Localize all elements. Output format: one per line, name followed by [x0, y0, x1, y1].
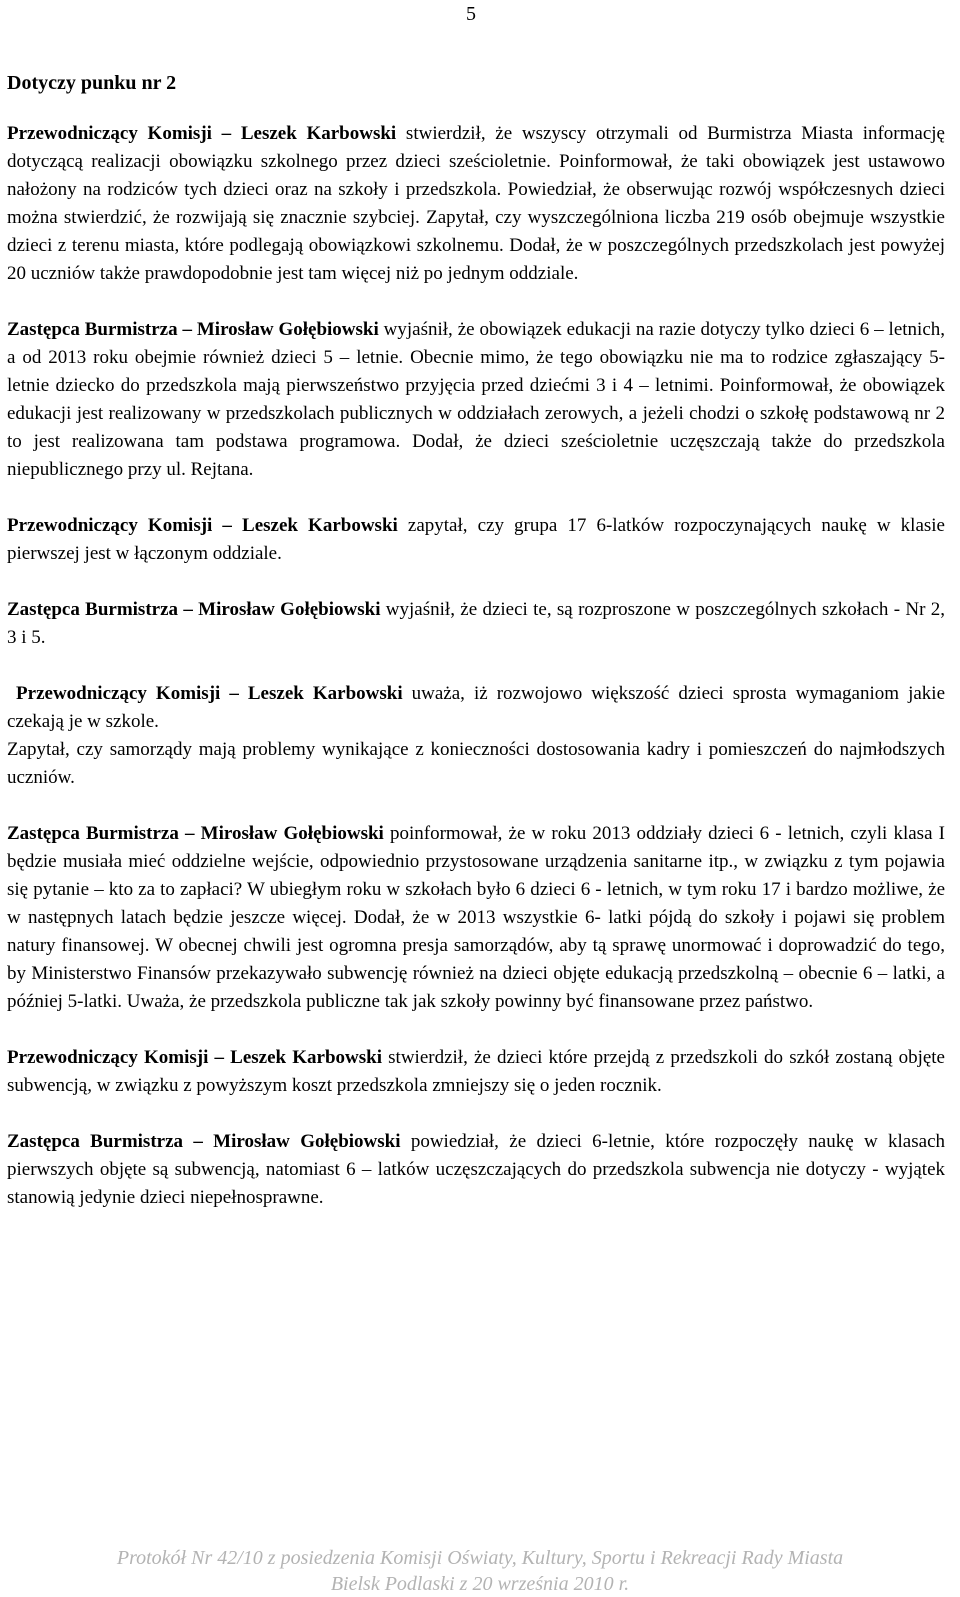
- paragraph-chairman-2: [7, 512, 945, 568]
- footer-line-2: Bielsk Podlaski z 20 września 2010 r.: [330, 1573, 630, 1595]
- paragraph-text: wyjaśnił, że obowiązek edukacji na razie dotyczy tylko dzieci 6 – letnich, a od 2013 roku obejmie również dzieci 5 – letnie. Obecnie mimo, że tego obowiązku nie ma to rodzice zgłaszający 5- letnie dziecko do przedszkola mają pierwszeństwo przyjęcia przed dziećmi 3 i 4 – letnimi. Poinformował, że obowiązek edukacji jest realizowany w przedszkolach publicznych w oddziałach zerowych, a jeżeli chodzi o szkołę podstawową nr 2 to jest realizowana tam podstawa programowa. Dodał, że dzieci sześcioletnie uczęszczają także do przedszkola niepublicznego przy ul. Rejtana.: [7, 319, 945, 480]
- page-number: 5: [466, 3, 476, 25]
- footer-line-1: Protokół Nr 42/10 z posiedzenia Komisji Oświaty, Kultury, Sportu i Rekreacji Rady Miasta: [116, 1547, 844, 1569]
- speaker-name: Zastępca Burmistrza – Mirosław Gołębiowski: [7, 599, 381, 620]
- paragraph-text: uważa, iż rozwojowo większość dzieci sprosta wymaganiom jakie czekają je w szkole.: [7, 683, 946, 732]
- paragraph-deputy-mayor-1: [7, 316, 945, 484]
- paragraph-deputy-mayor-4: [7, 1128, 945, 1212]
- paragraph-chairman-question: [7, 736, 945, 792]
- paragraph-text: stwierdził, że dzieci które przejdą z przedszkoli do szkół zostaną objęte subwencją, w związku z powyższym koszt przedszkola zmniejszy się o jeden rocznik.: [7, 1047, 945, 1096]
- document-body: [7, 71, 945, 1212]
- paragraph-text: wyjaśnił, że dzieci te, są rozproszone w poszczególnych szkołach - Nr 2, 3 i 5.: [7, 599, 946, 648]
- speaker-name: Przewodniczący Komisji – Leszek Karbowski: [7, 515, 398, 536]
- paragraph-text: powiedział, że dzieci 6-letnie, które rozpoczęły naukę w klasach pierwszych objęte są subwencją, natomiast 6 – latków uczęszczających do przedszkola subwencja nie dotyczy - wyjątek stanowią jedynie dzieci niepełnosprawne.: [7, 1131, 945, 1208]
- page-footer: [0, 1545, 960, 1597]
- section-heading: Dotyczy punku nr 2: [7, 72, 177, 94]
- paragraph-chairman-1: [7, 120, 945, 288]
- speaker-name: Zastępca Burmistrza – Mirosław Gołębiowski: [7, 319, 379, 340]
- speaker-name: Zastępca Burmistrza – Mirosław Gołębiowski: [7, 1131, 401, 1152]
- speaker-name: Przewodniczący Komisji – Leszek Karbowski: [16, 683, 403, 704]
- paragraph-text: poinformował, że w roku 2013 oddziały dzieci 6 - letnich, czyli klasa I będzie musiała mieć oddzielne wejście, odpowiednio przystosowane urządzenia sanitarne itp., w związku z tym pojawia się pytanie – kto za to zapłaci? W ubiegłym roku w szkołach było 6 dzieci 6 - letnich, w tym roku 17 i bardzo możliwe, że w następnych latach będzie jeszcze więcej. Dodał, że w 2013 wszystkie 6- latki pójdą do szkoły i pojawi się problem natury finansowej. W obecnej chwili jest ogromna presja samorządów, aby tą sprawę unormować i doprowadzić do tego, by Ministerstwo Finansów przekazywało subwencję również na dzieci objęte edukacją przedszkolną – obecnie 6 – latki, a później 5-latki. Uważa, że przedszkola publiczne tak jak szkoły powinny być finansowane przez państwo.: [7, 823, 945, 1012]
- paragraph-text: zapytał, czy grupa 17 6-latków rozpoczynających naukę w klasie pierwszej jest w łączonym oddziale.: [7, 515, 945, 564]
- paragraph-deputy-mayor-2: [7, 596, 945, 652]
- speaker-name: Przewodniczący Komisji – Leszek Karbowski: [7, 123, 397, 144]
- speaker-name: Przewodniczący Komisji – Leszek Karbowski: [7, 1047, 382, 1068]
- paragraph-chairman-3: [7, 680, 945, 736]
- paragraph-deputy-mayor-3: [7, 820, 945, 1016]
- paragraph-chairman-4: [7, 1044, 945, 1100]
- paragraph-text: stwierdził, że wszyscy otrzymali od Burmistrza Miasta informację dotyczącą realizacji obowiązku szkolnego przez dzieci sześcioletnie. Poinformował, że taki obowiązek jest ustawowo nałożony na rodziców tych dzieci oraz na szkoły i przedszkola. Powiedział, że obserwując rozwój współczesnych dzieci można stwierdzić, że rozwijają się znacznie szybciej. Zapytał, czy wyszczególniona liczba 219 osób obejmuje wszystkie dzieci z terenu miasta, które podlegają obowiązkowi szkolnemu. Dodał, że w poszczególnych przedszkolach jest powyżej 20 uczniów także prawdopodobnie jest tam więcej niż po jednym oddziale.: [7, 123, 945, 284]
- paragraph-text: Zapytał, czy samorządy mają problemy wynikające z konieczności dostosowania kadry i pomieszczeń do najmłodszych uczniów.: [7, 739, 945, 788]
- speaker-name: Zastępca Burmistrza – Mirosław Gołębiowski: [7, 823, 384, 844]
